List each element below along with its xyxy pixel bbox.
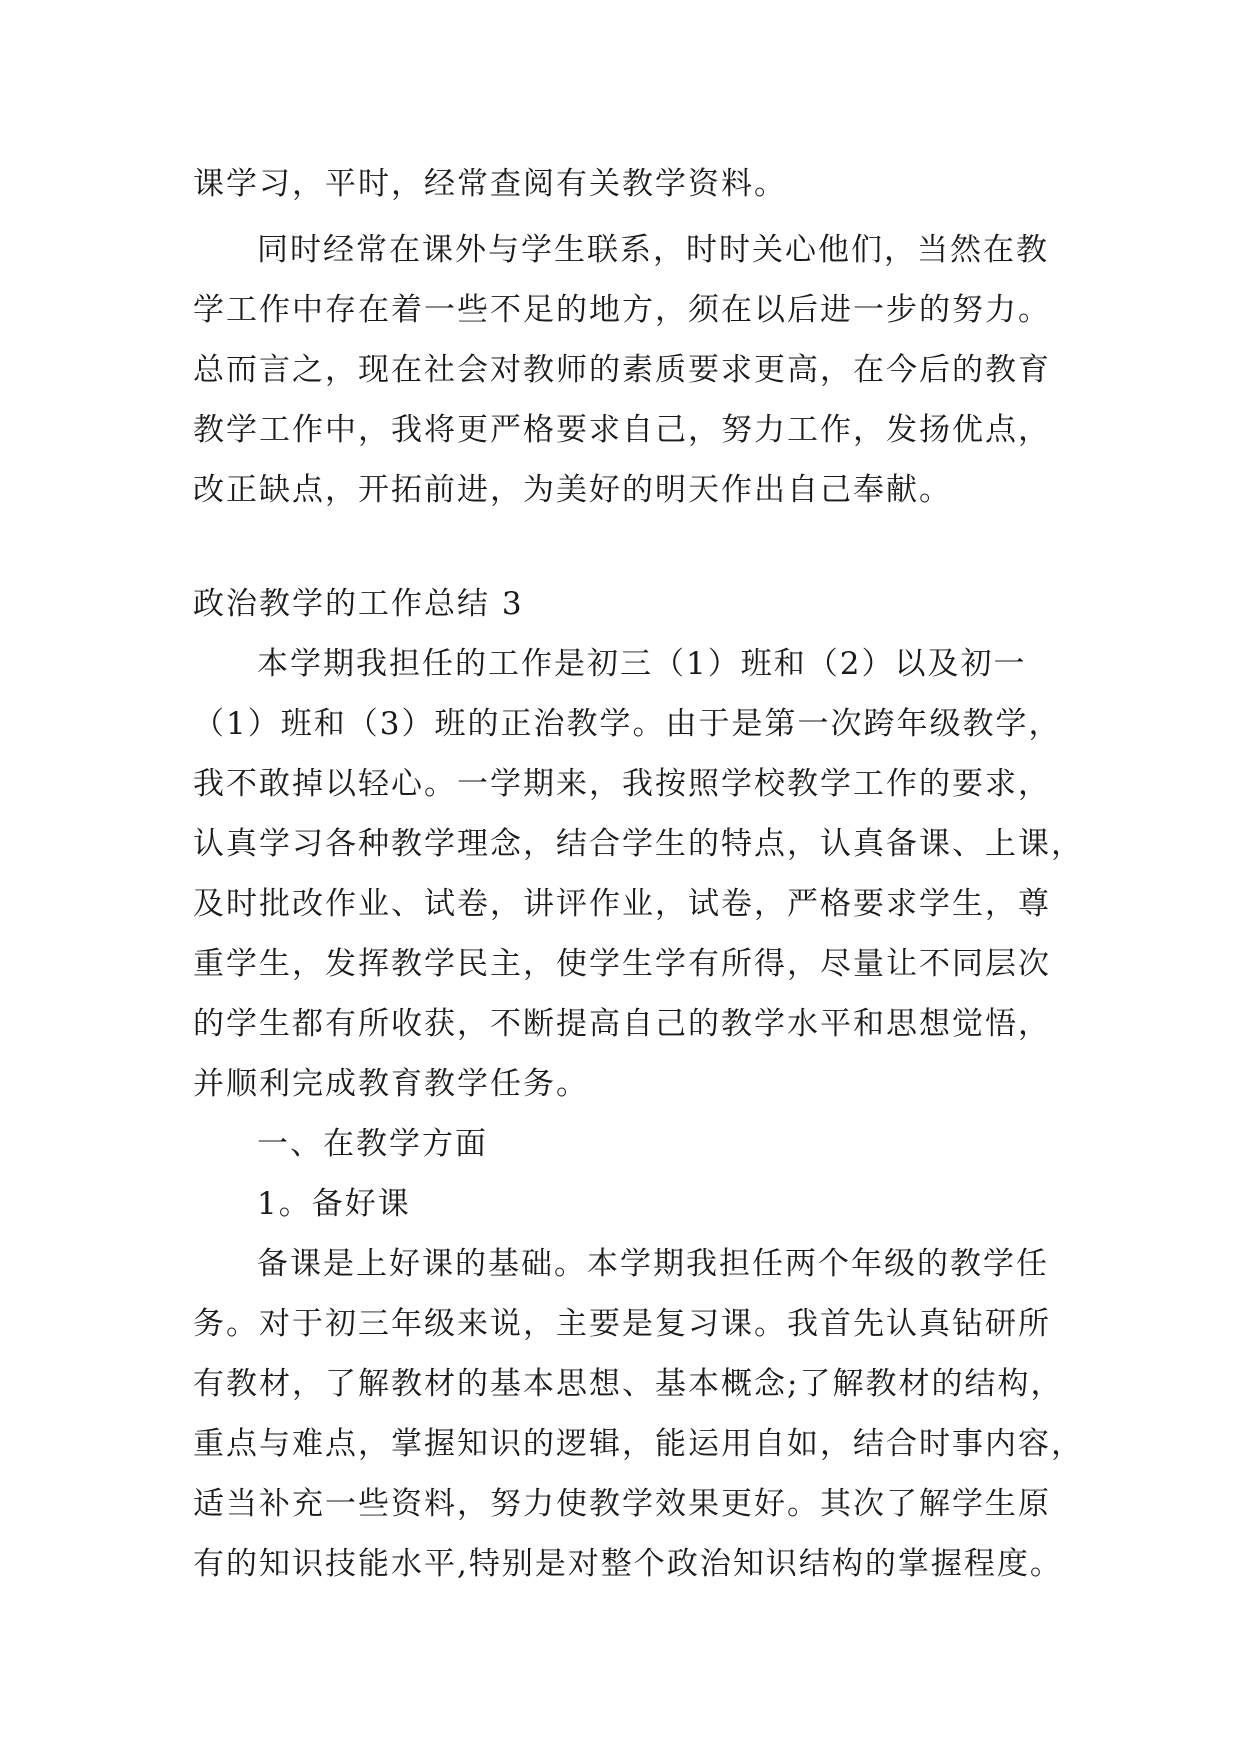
paragraph-line: 总而言之，现在社会对教师的素质要求更高，在今后的教育 bbox=[193, 352, 1051, 388]
paragraph-line: （1）班和（3）班的正治教学。由于是第一次跨年级教学， bbox=[193, 706, 1062, 742]
paragraph-line: 适当补充一些资料，努力使教学效果更好。其次了解学生原 bbox=[193, 1486, 1051, 1522]
subheading: 一、在教学方面 bbox=[257, 1126, 488, 1162]
paragraph-line: 同时经常在课外与学生联系，时时关心他们，当然在教 bbox=[257, 232, 1049, 268]
paragraph-line: 备课是上好课的基础。本学期我担任两个年级的教学任 bbox=[257, 1246, 1049, 1282]
paragraph-line: 改正缺点，开拓前进，为美好的明天作出自己奉献。 bbox=[193, 472, 952, 508]
paragraph-line: 课学习，平时，经常查阅有关教学资料。 bbox=[193, 166, 787, 202]
paragraph-line: 有教材，了解教材的基本思想、基本概念;了解教材的结构， bbox=[193, 1366, 1064, 1402]
subheading: 1。备好课 bbox=[257, 1186, 411, 1222]
paragraph-line: 教学工作中，我将更严格要求自己，努力工作，发扬优点， bbox=[193, 412, 1051, 448]
paragraph-line: 我不敢掉以轻心。一学期来，我按照学校教学工作的要求， bbox=[193, 766, 1051, 802]
section-heading: 政治教学的工作总结 3 bbox=[193, 586, 524, 622]
paragraph-line: 的学生都有所收获，不断提高自己的教学水平和思想觉悟， bbox=[193, 1006, 1051, 1042]
paragraph-line: 学工作中存在着一些不足的地方，须在以后进一步的努力。 bbox=[193, 292, 1051, 328]
paragraph-line: 并顺利完成教育教学任务。 bbox=[193, 1066, 589, 1102]
paragraph-line: 重学生，发挥教学民主，使学生学有所得，尽量让不同层次 bbox=[193, 946, 1051, 982]
paragraph-line: 务。对于初三年级来说，主要是复习课。我首先认真钻研所 bbox=[193, 1306, 1051, 1342]
paragraph-line: 有的知识技能水平,特别是对整个政治知识结构的掌握程度。 bbox=[193, 1546, 1063, 1582]
paragraph-line: 本学期我担任的工作是初三（1）班和（2）以及初一 bbox=[257, 646, 1027, 682]
paragraph-line: 及时批改作业、试卷，讲评作业，试卷，严格要求学生，尊 bbox=[193, 886, 1051, 922]
paragraph-line: 重点与难点，掌握知识的逻辑，能运用自如，结合时事内容， bbox=[193, 1426, 1084, 1462]
paragraph-line: 认真学习各种教学理念，结合学生的特点，认真备课、上课， bbox=[193, 826, 1084, 862]
